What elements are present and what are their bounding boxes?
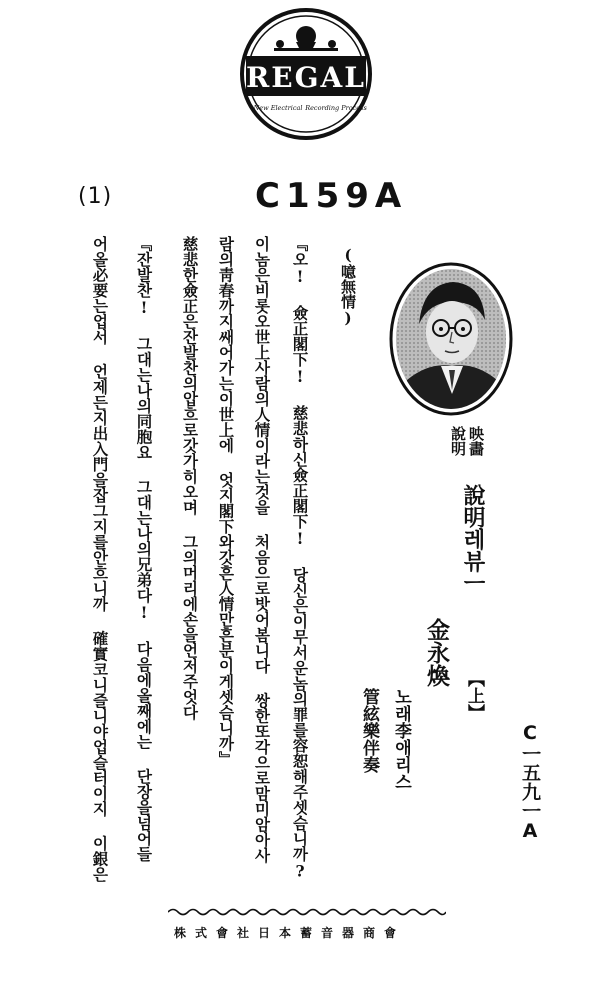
body-column-4: 慈悲한僉正은잔발찬의압흐로갓가히오며 그의머리에손을언저주엇다 — [180, 236, 200, 720]
logo-tag-left: New Electrical — [253, 104, 303, 112]
page-number: (1) — [78, 184, 113, 209]
logo-tag-right: Recording Process — [305, 104, 367, 112]
logo-brand: REGAL — [246, 61, 366, 94]
record-number: C159A — [255, 176, 408, 216]
body-column-3: 람의靑春까지쌔어가는이世上에 엇지閣下와갓흔人情만흔분이게셋슴니까』 — [216, 236, 236, 767]
narrator-name: 金永煥 — [423, 618, 450, 687]
body-column-5: 『잔발찬! 그대는나의同胞요 그대는나의兄弟다! 다음에올째에는 단장을넘어들 — [134, 236, 154, 862]
logo-crest-icon — [274, 26, 338, 51]
category-line-1: 映畵 — [467, 426, 485, 456]
record-title: 說明레뷰ㅡ — [460, 484, 486, 594]
accompaniment-credit: 管絃樂伴奏 — [359, 688, 379, 773]
narrator-portrait — [389, 262, 513, 417]
body-column-2: 이놈은비롯오世上사람의人情이라는것을 처음으로밧어봄니다 쌍한또각으로맘미암아사 — [252, 236, 272, 863]
record-number-vertical: Cㅡ五九ㅡA — [519, 722, 541, 842]
body-column-6: 어올必要는업서 언제든지出入門을잡그지를안흐니까 確實코니즐니야업슬터이지 이銀은 — [90, 236, 110, 882]
subtitle: (噫無情) — [339, 246, 357, 327]
body-column-1: 『오! 僉正閣下! 慈悲하신僉正閣下! 당신은이무서운놈의罪를容恕해주셋슴니까? — [290, 236, 310, 881]
singer-credit: 노래李애리스 — [391, 688, 411, 790]
footer-wavy-rule — [168, 906, 446, 918]
regal-logo — [238, 6, 374, 142]
category-line-2: 說明 — [449, 426, 467, 456]
company-name: 株式會社日本蓄音器商會 — [174, 926, 406, 940]
part-label: 【上】 — [464, 670, 484, 721]
